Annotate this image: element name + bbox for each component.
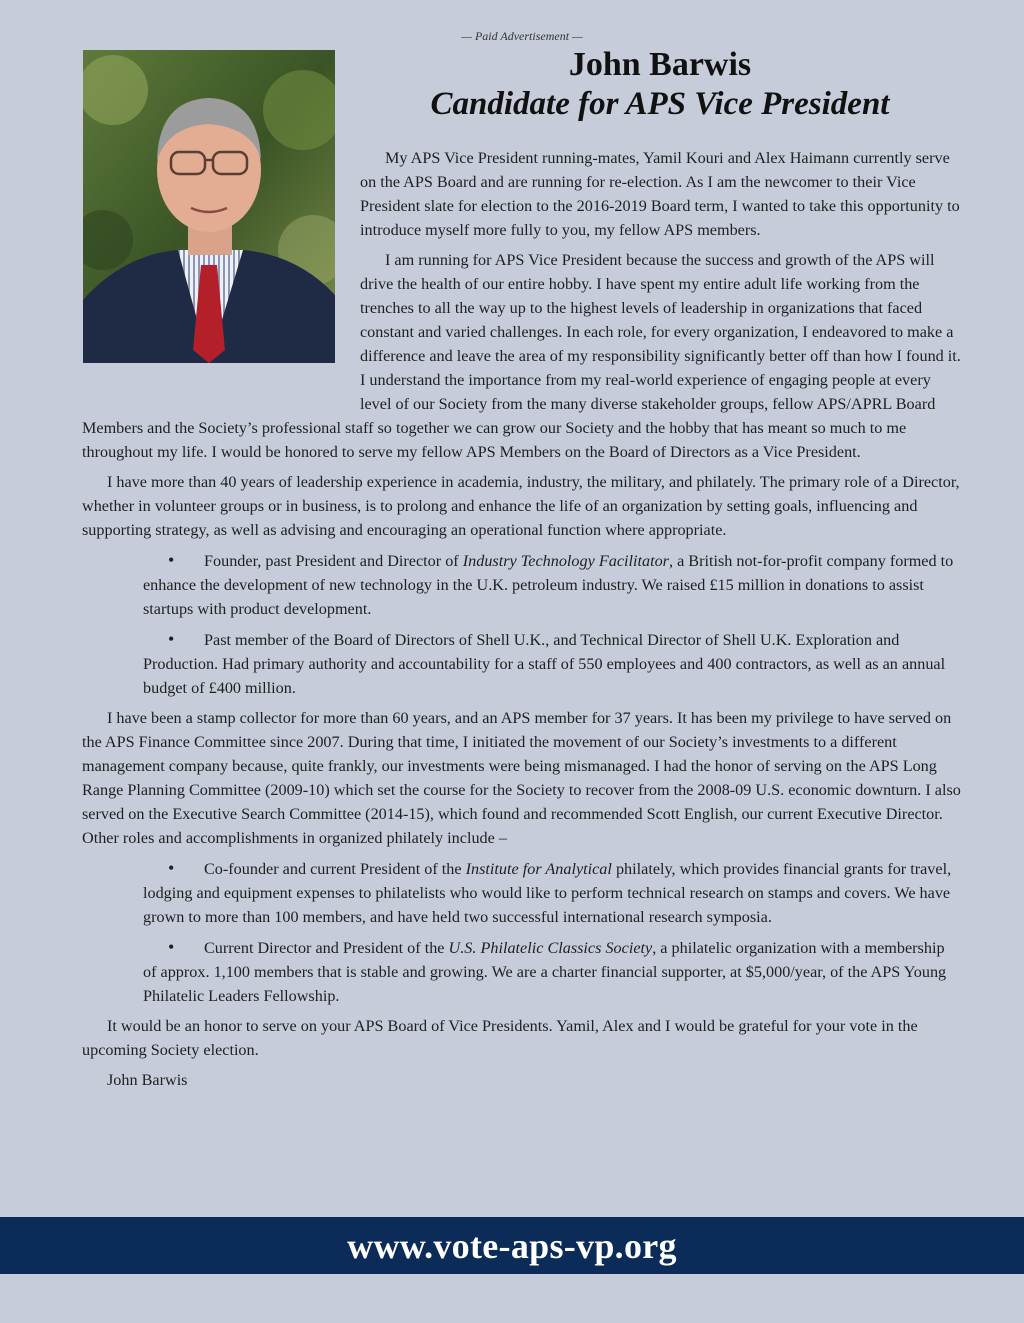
campaign-website-link[interactable]: www.vote-aps-vp.org: [347, 1225, 677, 1266]
signature: John Barwis: [107, 1071, 188, 1089]
experience-list: [143, 548, 962, 700]
paragraph-closing: It would be an honor to serve on your APS Board of Vice Presidents. Yamil, Alex and I would be grateful for your vote in the upcoming Society election.: [82, 1017, 918, 1059]
list-item: [143, 856, 962, 929]
paragraph-reasons: I am running for APS Vice President because the success and growth of the APS will drive the health of our entire hobby. I have spent my entire adult life working from the trenches to all the way up to the highest levels of leadership in organizations that faced constant and varied challenges. In each role, for every organization, I endeavored to make a difference and leave the area of my responsibility significantly better off than how I found it. I understand the importance from my real-world experience of engaging people at every level of our Society from the many diverse stakeholder groups, fellow APS/APRL Board Members and the Society’s professional staff so together we can grow our Society and the hobby that has meant so much to me throughout my life. I would be honored to serve my fellow APS Members on the Board of Directors as a Vice President.: [82, 251, 961, 461]
page-title: [360, 46, 960, 124]
candidate-subtitle: Candidate for APS Vice President: [430, 86, 890, 122]
list-item-text: Founder, past President and Director of: [204, 552, 463, 570]
article-body: [82, 146, 962, 1098]
list-item-text: Current Director and President of the: [204, 939, 449, 957]
bullet-icon: [168, 627, 204, 652]
bullet-icon: [168, 856, 204, 881]
paragraph-philately: I have been a stamp collector for more than 60 years, and an APS member for 37 years. It has been my privilege to have served on the APS Finance Committee since 2007. During that time, I initiated the movement of our Society’s investments to a different management company because, quite frankly, our investments were being mismanaged. I had the honor of serving on the APS Long Range Planning Committee (2009-10) which set the course for the Society to recover from the 2008-09 U.S. economic downturn. I also served on the Executive Search Committee (2014-15), which found and recommended Scott English, our current Executive Director. Other roles and accomplishments in organized philately include –: [82, 709, 961, 847]
organization-name: Institute for Analytical: [465, 860, 612, 878]
paragraph-intro: My APS Vice President running-mates, Yamil Kouri and Alex Haimann currently serve on the APS Board and are running for re-election. As I am the newcomer to their Vice President slate for election to the 2016-2019 Board term, I wanted to take this opportunity to introduce myself more fully to you, my fellow APS members.: [360, 149, 960, 239]
list-item-text: , a philatelic organization with a membership of approx. 1,100 members that is stable and growing. We are a charter financial supporter, at $5,000/year, of the APS Young Philatelic Leaders Fellowship.: [143, 939, 947, 1005]
list-item: [143, 935, 962, 1008]
list-item-text: Co-founder and current President of the: [204, 860, 466, 878]
photo-wrap-spacer: [82, 146, 360, 402]
list-item-text: philately, which provides financial grants for travel, lodging and equipment expenses to philatelists who would like to perform technical research on stamps and covers. We have grown to more than 100 members, and have held two successful international research symposia.: [143, 860, 952, 926]
paragraph-experience: I have more than 40 years of leadership experience in academia, industry, the military, and philately. The primary role of a Director, whether in volunteer groups or in business, is to prolong and enhance the life of an organization by setting goals, influencing and supporting strategy, as well as advising and encouraging an operational function where appropriate.: [82, 473, 960, 539]
list-item-text: Past member of the Board of Directors of Shell U.K., and Technical Director of Shell U.K. Exploration and Production. Had primary authority and accountability for a staff of 550 employees and 400 contractors, as well as an annual budget of £400 million.: [143, 631, 946, 697]
bullet-icon: [168, 935, 204, 960]
list-item-text: , a British not-for-profit company formed to enhance the development of new technology in the U.K. petroleum industry. We raised £15 million in donations to assist startups with product development.: [143, 552, 954, 618]
list-item: [143, 548, 962, 621]
organization-name: Industry Technology Facilitator: [462, 552, 669, 570]
bullet-icon: [168, 548, 204, 573]
paid-advertisement-label: — Paid Advertisement —: [461, 29, 583, 43]
philately-list: [143, 856, 962, 1008]
footer-bar: [0, 1217, 1024, 1274]
organization-name: U.S. Philatelic Classics Society: [448, 939, 653, 957]
candidate-name: John Barwis: [568, 46, 752, 83]
list-item: [143, 627, 962, 700]
